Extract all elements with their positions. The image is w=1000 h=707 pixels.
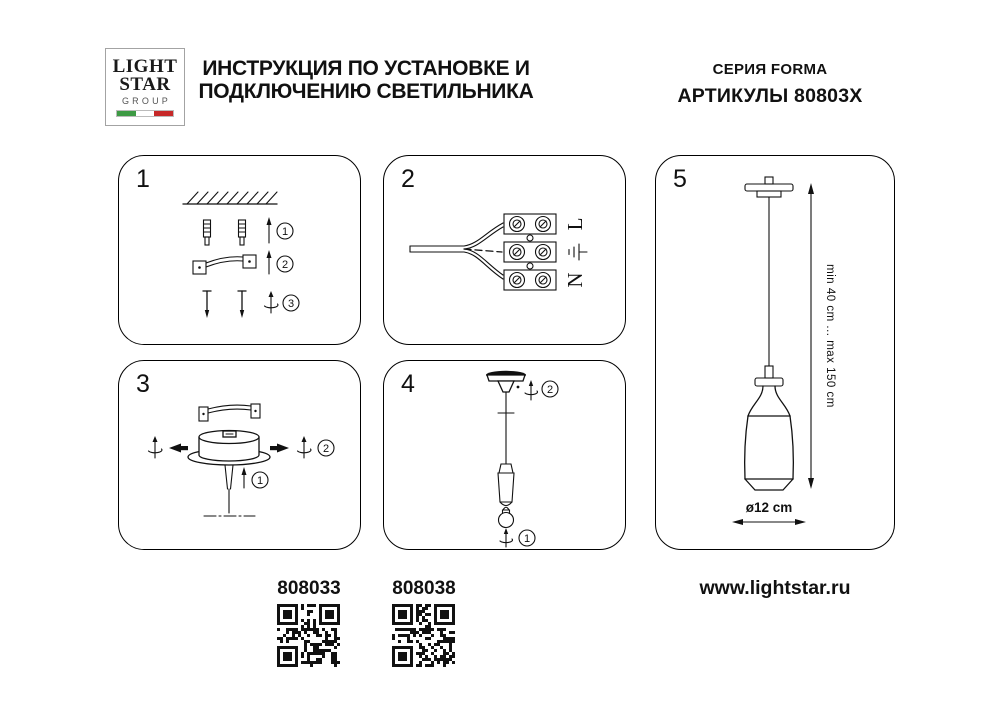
screw-rotation-icon bbox=[500, 528, 513, 547]
logo-word-light: LIGHT bbox=[112, 56, 178, 77]
diameter-dimension-line bbox=[732, 519, 806, 525]
step-marker-2 bbox=[318, 440, 334, 456]
push-arrow-right bbox=[270, 444, 289, 453]
step-number: 5 bbox=[673, 165, 687, 193]
series-name: СЕРИЯ FORMA bbox=[712, 61, 828, 78]
step4-illustration bbox=[384, 361, 624, 548]
diameter-label: ø12 cm bbox=[745, 500, 793, 515]
arrow-up-icon bbox=[242, 467, 247, 488]
screw-rotation-icon bbox=[525, 380, 538, 400]
article-code-1: 808033 bbox=[277, 578, 341, 599]
flag-red-segment bbox=[154, 111, 173, 116]
panel-step-5 bbox=[655, 155, 895, 550]
terminal-label-line: L bbox=[563, 217, 587, 231]
ceiling-canopy bbox=[486, 371, 526, 392]
wall-anchor-left bbox=[204, 220, 211, 245]
step5-illustration bbox=[656, 156, 893, 548]
mounting-bracket bbox=[199, 404, 260, 421]
step-marker-1 bbox=[252, 472, 268, 488]
screw-left bbox=[203, 291, 211, 318]
height-dimension-line bbox=[808, 183, 814, 489]
arrow-up-icon bbox=[267, 217, 272, 243]
step-marker-3 bbox=[283, 295, 299, 311]
terminal-label-neutral: N bbox=[563, 272, 587, 288]
step-number: 3 bbox=[136, 370, 150, 398]
svg-text:1: 1 bbox=[281, 226, 289, 238]
logo-word-star: STAR bbox=[119, 74, 171, 95]
step2-illustration bbox=[384, 156, 624, 343]
push-arrow-left bbox=[169, 444, 188, 453]
website-url: www.lightstar.ru bbox=[699, 577, 851, 599]
svg-text:2: 2 bbox=[281, 259, 289, 271]
step-marker-2 bbox=[277, 256, 293, 272]
step-marker-1 bbox=[277, 223, 293, 239]
cord-grip bbox=[765, 366, 773, 378]
terminal-block bbox=[504, 214, 556, 290]
screw-dot bbox=[517, 386, 520, 389]
title-line-1: ИНСТРУКЦИЯ ПО УСТАНОВКЕ И bbox=[202, 57, 530, 80]
panel-step-3 bbox=[118, 360, 361, 550]
panel-step-4 bbox=[383, 360, 626, 550]
lightstar-logo bbox=[105, 48, 185, 126]
qr-code-808033 bbox=[277, 604, 340, 667]
flag-green-segment bbox=[117, 111, 136, 116]
screw-rotation-icon bbox=[265, 291, 278, 313]
title-line-2: ПОДКЛЮЧЕНИЮ СВЕТИЛЬНИКА bbox=[198, 80, 534, 103]
wire-neutral bbox=[464, 249, 503, 279]
step-number: 4 bbox=[401, 370, 415, 398]
ceiling-canopy bbox=[188, 431, 270, 466]
svg-text:3: 3 bbox=[287, 298, 295, 310]
flag-white-segment bbox=[136, 111, 155, 116]
screw-rotation-icon bbox=[149, 436, 162, 458]
light-bulb bbox=[499, 507, 514, 527]
suspension-stem bbox=[225, 465, 233, 513]
svg-text:1: 1 bbox=[256, 475, 264, 487]
height-range-label: min 40 cm ... max 150 cm bbox=[824, 264, 836, 408]
svg-text:2: 2 bbox=[322, 443, 330, 455]
glass-shade bbox=[745, 378, 794, 490]
screw-rotation-icon bbox=[298, 436, 311, 458]
article-code-2: 808038 bbox=[392, 578, 456, 599]
panel-step-1 bbox=[118, 155, 361, 345]
panel-step-2 bbox=[383, 155, 626, 345]
document-title bbox=[190, 57, 542, 103]
step-marker-1 bbox=[519, 530, 535, 546]
step-number: 2 bbox=[401, 165, 415, 193]
ceiling-hatch bbox=[183, 192, 277, 204]
italian-flag-bar bbox=[116, 110, 174, 117]
mounting-bracket bbox=[193, 255, 256, 274]
lamp-socket bbox=[498, 464, 514, 506]
step1-illustration bbox=[119, 156, 359, 343]
screw-right bbox=[238, 291, 246, 318]
mains-cable bbox=[410, 246, 464, 252]
svg-text:1: 1 bbox=[523, 533, 531, 545]
wire-line bbox=[464, 223, 503, 249]
step-marker-2 bbox=[542, 381, 558, 397]
ceiling-canopy bbox=[745, 177, 793, 197]
articles-code: АРТИКУЛЫ 80803X bbox=[677, 85, 863, 107]
wall-anchor-right bbox=[239, 220, 246, 245]
logo-word-group: GROUP bbox=[121, 96, 171, 106]
step3-illustration bbox=[119, 361, 359, 548]
step-number: 1 bbox=[136, 165, 150, 193]
qr-code-808038 bbox=[392, 604, 455, 667]
ground-symbol bbox=[569, 244, 587, 260]
svg-text:2: 2 bbox=[546, 384, 554, 396]
series-block bbox=[640, 61, 900, 108]
arrow-up-icon bbox=[267, 250, 272, 274]
